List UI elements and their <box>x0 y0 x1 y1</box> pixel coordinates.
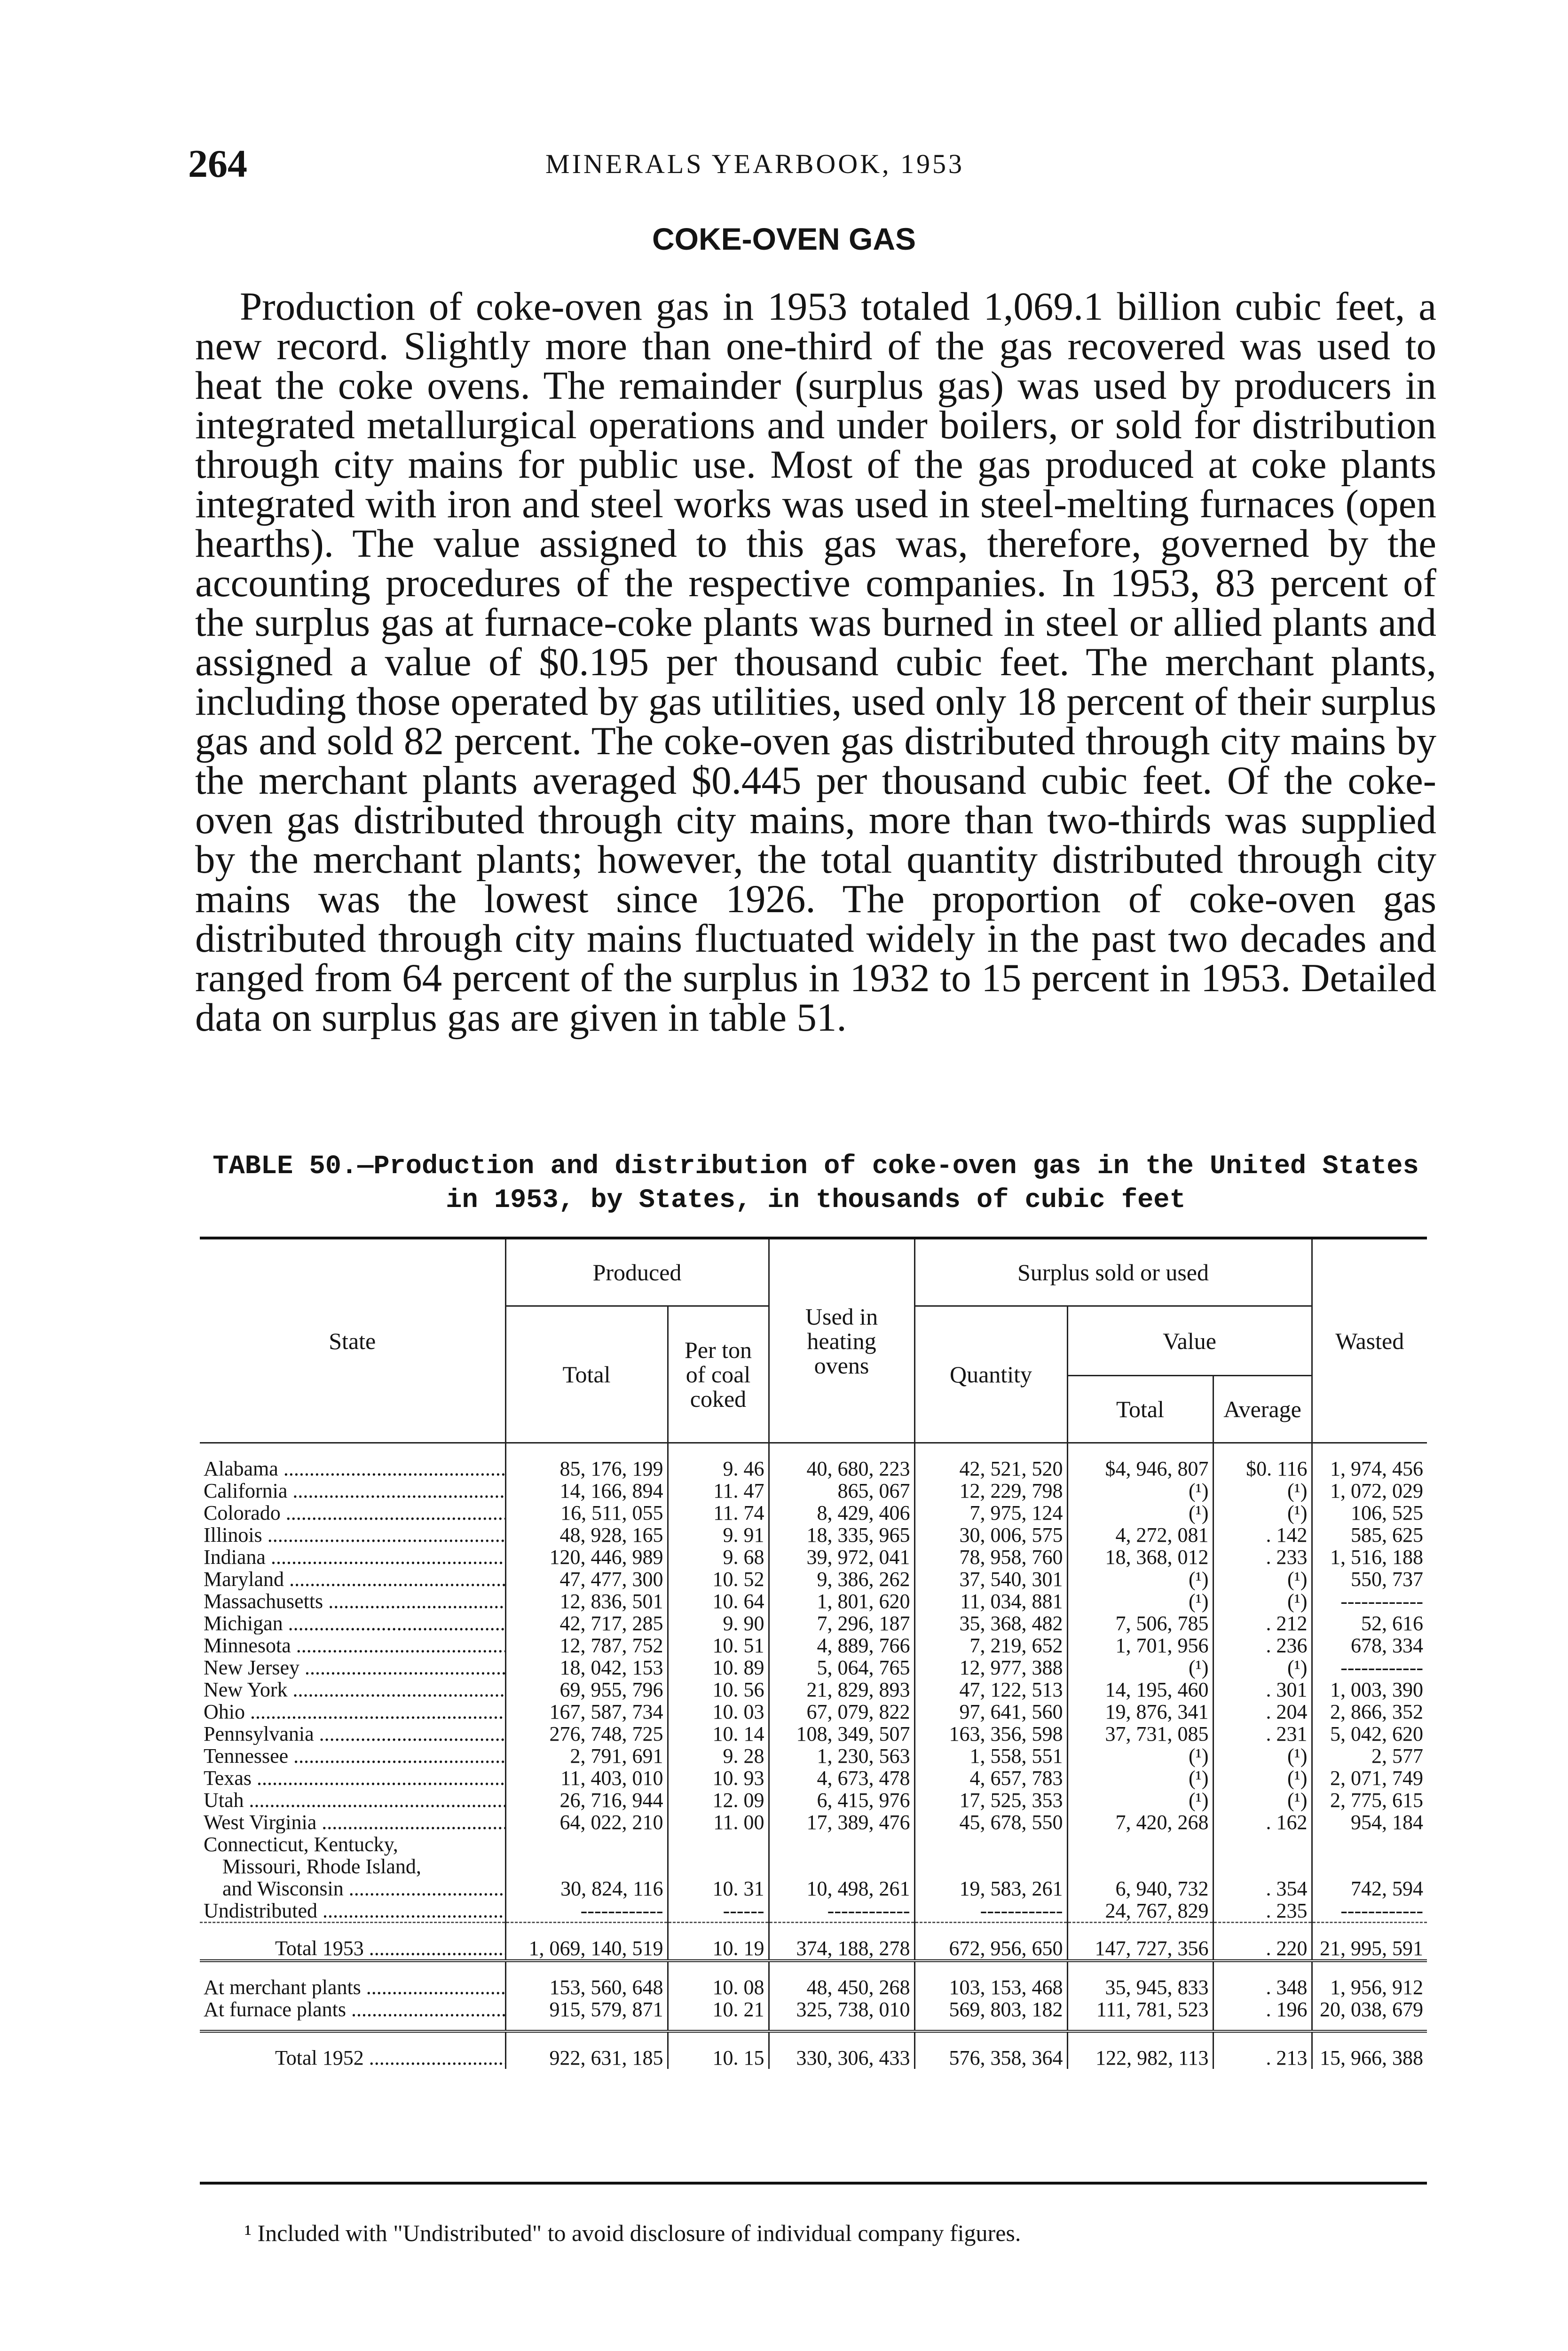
state-cell: Colorado ..... <box>200 1502 505 1524</box>
value-cell: 7, 420, 268 <box>1067 1811 1213 1833</box>
average-cell: (¹) <box>1213 1789 1312 1811</box>
heating-cell: 1, 230, 563 <box>769 1745 914 1767</box>
state-cell: Massachusetts ..... <box>200 1590 505 1612</box>
total-cell: 48, 928, 165 <box>505 1524 668 1546</box>
state-cell: Alabama ..... <box>200 1458 505 1480</box>
value-cell: (¹) <box>1067 1480 1213 1502</box>
wasted-cell: 20, 038, 679 <box>1320 1998 1424 2021</box>
value-cell: (¹) <box>1067 1657 1213 1679</box>
per-ton-cell: 9. 68 <box>668 1546 769 1568</box>
total-cell: 12, 836, 501 <box>505 1590 668 1612</box>
average-cell: $0. 116 <box>1213 1458 1312 1480</box>
average-cell: (¹) <box>1213 1767 1312 1789</box>
value-cell: (¹) <box>1067 1502 1213 1524</box>
plant-row <box>200 1998 1427 2020</box>
wasted-cell: 2, 775, 615 <box>1330 1789 1424 1812</box>
per-ton-cell: 12. 09 <box>668 1789 769 1811</box>
wasted-cell: 1, 072, 029 <box>1330 1479 1424 1502</box>
header-wasted: Wasted <box>1312 1238 1427 1443</box>
value-cell: (¹) <box>1067 1745 1213 1767</box>
value-cell: (¹) <box>1067 1789 1213 1811</box>
average-cell: . 204 <box>1213 1701 1312 1723</box>
heating-cell: 17, 389, 476 <box>769 1811 914 1833</box>
quantity-cell: 163, 356, 598 <box>914 1723 1067 1745</box>
quantity-cell: 7, 219, 652 <box>914 1634 1067 1657</box>
footnote: ¹ Included with "Undistributed" to avoid disclosure of individual company figures. <box>244 2220 1021 2246</box>
per-ton-cell: 10. 21 <box>668 1998 769 2020</box>
state-cell: West Virginia ..... <box>200 1811 505 1833</box>
state-cell: Utah ..... <box>200 1789 505 1811</box>
heating-cell: 18, 335, 965 <box>769 1524 914 1546</box>
total-cell: ------------ <box>505 1900 668 1923</box>
average-cell: . 212 <box>1213 1612 1312 1634</box>
table-caption: TABLE 50.—Production and distribution of coke-oven gas in the United States in 1953, by States, in thousands of cubic feet <box>213 1152 1419 1215</box>
heating-cell: 67, 079, 822 <box>769 1701 914 1723</box>
per-ton-cell: 9. 91 <box>668 1524 769 1546</box>
table-row <box>200 1679 1427 1701</box>
quantity-cell: ------------ <box>914 1900 1067 1923</box>
value-cell: 19, 876, 341 <box>1067 1701 1213 1723</box>
undistributed-row <box>200 1900 1427 1923</box>
table-row <box>200 1568 1427 1590</box>
table-row <box>200 1811 1427 1833</box>
value-cell: $4, 946, 807 <box>1067 1458 1213 1480</box>
table-row <box>200 1458 1427 1480</box>
group-state-line: Missouri, Rhode Island, <box>222 1855 421 1878</box>
heating-cell: 325, 738, 010 <box>769 1998 914 2020</box>
page-number: 264 <box>188 142 247 186</box>
total-cell: 1, 069, 140, 519 <box>505 1937 668 1961</box>
group-row <box>200 1833 1427 1900</box>
average-cell: (¹) <box>1213 1657 1312 1679</box>
total-cell: 30, 824, 116 <box>505 1833 668 1900</box>
quantity-cell: 37, 540, 301 <box>914 1568 1067 1590</box>
table-row <box>200 1634 1427 1657</box>
heating-cell: 8, 429, 406 <box>769 1502 914 1524</box>
state-cell: California ..... <box>200 1480 505 1502</box>
wasted-cell: 15, 966, 388 <box>1320 2046 1424 2069</box>
total-1953-row <box>200 1937 1427 1961</box>
total-cell: 18, 042, 153 <box>505 1657 668 1679</box>
quantity-cell: 4, 657, 783 <box>914 1767 1067 1789</box>
body-paragraph: Production of coke-oven gas in 1953 totaled 1,069.1 billion cubic feet, a new record. Slightly more than one-third of the gas recovered was used to heat the coke ovens. The remainder (surplus gas) was used by producers in integrated metallurgical operations and under boilers, or sold for distribution through city mains for public use. Most of the gas produced at coke plants integrated with iron and steel works was used in steel-melting furnaces (open hearths). The value assigned to this gas was, therefore, governed by the accounting procedures of the respective companies. In 1953, 83 percent of the surplus gas at furnace-coke plants was burned in steel or allied plants and assigned a value of $0.195 per thousand cubic feet. The merchant plants, including those operated by gas utilities, used only 18 percent of their surplus gas and sold 82 percent. The coke-oven gas distributed through city mains by the merchant plants averaged $0.445 per thousand cubic feet. Of the coke-oven gas distributed through city mains, more than two-thirds was supplied by the merchant plants; however, the total quantity distributed through city mains was the lowest since 1926. The proportion of coke-oven gas distributed through city mains fluctuated widely in the past two decades and ranged from 64 percent of the surplus in 1932 to 15 percent in 1953. Detailed data on surplus gas are given in table 51. <box>195 284 1436 1040</box>
quantity-cell: 30, 006, 575 <box>914 1524 1067 1546</box>
header-per-ton: Per ton of coal coked <box>668 1306 769 1443</box>
quantity-cell: 103, 153, 468 <box>914 1976 1067 1998</box>
total-cell: 120, 446, 989 <box>505 1546 668 1568</box>
gas-production-table <box>200 1237 1427 2069</box>
wasted-cell: ------------ <box>1340 1656 1424 1679</box>
heating-cell: 48, 450, 268 <box>769 1976 914 1998</box>
per-ton-cell: 9. 28 <box>668 1745 769 1767</box>
wasted-cell: ------------ <box>1312 1900 1427 1923</box>
header-value: Value <box>1067 1306 1312 1376</box>
heating-cell: 374, 188, 278 <box>769 1937 914 1961</box>
running-head: MINERALS YEARBOOK, 1953 <box>545 149 965 179</box>
heating-cell: 6, 415, 976 <box>769 1789 914 1811</box>
quantity-cell: 42, 521, 520 <box>914 1458 1067 1480</box>
table-row <box>200 1767 1427 1789</box>
total-cell: 69, 955, 796 <box>505 1679 668 1701</box>
total-cell: 2, 791, 691 <box>505 1745 668 1767</box>
heating-cell: 330, 306, 433 <box>769 2047 914 2069</box>
wasted-cell: 1, 956, 912 <box>1330 1976 1424 1999</box>
state-cell: Maryland ..... <box>200 1568 505 1590</box>
per-ton-cell: 10. 89 <box>668 1657 769 1679</box>
average-cell: . 231 <box>1213 1723 1312 1745</box>
total-cell: 26, 716, 944 <box>505 1789 668 1811</box>
group-state-line: Connecticut, Kentucky, <box>204 1833 398 1856</box>
state-cell: Texas ..... <box>200 1767 505 1789</box>
value-cell: (¹) <box>1067 1568 1213 1590</box>
quantity-cell: 576, 358, 364 <box>914 2047 1067 2069</box>
quantity-cell: 1, 558, 551 <box>914 1745 1067 1767</box>
state-cell: Michigan ..... <box>200 1612 505 1634</box>
quantity-cell: 12, 229, 798 <box>914 1480 1067 1502</box>
header-total: Total <box>505 1306 668 1443</box>
total-cell: 42, 717, 285 <box>505 1612 668 1634</box>
total-cell: 16, 511, 055 <box>505 1502 668 1524</box>
per-ton-cell: 10. 93 <box>668 1767 769 1789</box>
total-cell: 85, 176, 199 <box>505 1458 668 1480</box>
table-row <box>200 1701 1427 1723</box>
heating-cell: 4, 673, 478 <box>769 1767 914 1789</box>
average-cell: . 348 <box>1213 1976 1312 1998</box>
quantity-cell: 17, 525, 353 <box>914 1789 1067 1811</box>
state-cell: Tennessee ..... <box>200 1745 505 1767</box>
table-row <box>200 1789 1427 1811</box>
average-cell: . 233 <box>1213 1546 1312 1568</box>
average-cell: . 354 <box>1213 1833 1312 1900</box>
average-cell: (¹) <box>1213 1480 1312 1502</box>
quantity-cell: 19, 583, 261 <box>914 1833 1067 1900</box>
per-ton-cell: 9. 90 <box>668 1612 769 1634</box>
heating-cell: 21, 829, 893 <box>769 1679 914 1701</box>
quantity-cell: 35, 368, 482 <box>914 1612 1067 1634</box>
total-cell: 11, 403, 010 <box>505 1767 668 1789</box>
state-cell: Illinois ..... <box>200 1524 505 1546</box>
value-cell: 7, 506, 785 <box>1067 1612 1213 1634</box>
heating-cell: ------------ <box>769 1900 914 1923</box>
value-cell: 122, 982, 113 <box>1067 2047 1213 2069</box>
average-cell: . 162 <box>1213 1811 1312 1833</box>
state-cell: Undistributed ..... <box>200 1900 505 1923</box>
per-ton-cell: 10. 56 <box>668 1679 769 1701</box>
value-cell: 4, 272, 081 <box>1067 1524 1213 1546</box>
table-bottom-rule <box>200 2182 1427 2185</box>
table-row <box>200 1524 1427 1546</box>
wasted-cell: 550, 737 <box>1351 1568 1424 1591</box>
header-heating: Used in heating ovens <box>769 1238 914 1443</box>
wasted-cell: ------------ <box>1340 1590 1424 1613</box>
table-row <box>200 1590 1427 1612</box>
heating-cell: 10, 498, 261 <box>769 1833 914 1900</box>
wasted-cell: 5, 042, 620 <box>1330 1722 1424 1745</box>
heating-cell: 108, 349, 507 <box>769 1723 914 1745</box>
state-cell: Total 1952 ..... <box>200 2047 505 2069</box>
total-cell: 915, 579, 871 <box>505 1998 668 2020</box>
header-state: State <box>200 1238 505 1443</box>
wasted-cell: 52, 616 <box>1361 1612 1424 1635</box>
wasted-cell: 1, 003, 390 <box>1330 1678 1424 1701</box>
average-cell: . 142 <box>1213 1524 1312 1546</box>
header-produced: Produced <box>505 1238 769 1306</box>
per-ton-cell: 10. 14 <box>668 1723 769 1745</box>
state-cell: Total 1953 ..... <box>200 1937 505 1961</box>
wasted-cell: 585, 625 <box>1351 1523 1424 1546</box>
per-ton-cell: 10. 19 <box>668 1937 769 1961</box>
table-row <box>200 1480 1427 1502</box>
quantity-cell: 569, 803, 182 <box>914 1998 1067 2020</box>
per-ton-cell: 10. 31 <box>668 1833 769 1900</box>
heating-cell: 865, 067 <box>769 1480 914 1502</box>
average-cell: . 235 <box>1213 1900 1312 1923</box>
per-ton-cell: 10. 08 <box>668 1976 769 1998</box>
table-row <box>200 1723 1427 1745</box>
per-ton-cell: 10. 51 <box>668 1634 769 1657</box>
table-row <box>200 1546 1427 1568</box>
quantity-cell: 78, 958, 760 <box>914 1546 1067 1568</box>
wasted-cell: 678, 334 <box>1351 1634 1424 1657</box>
average-cell: (¹) <box>1213 1502 1312 1524</box>
per-ton-cell: 10. 03 <box>668 1701 769 1723</box>
plant-row <box>200 1976 1427 1998</box>
per-ton-cell: 11. 74 <box>668 1502 769 1524</box>
state-cell: At merchant plants ..... <box>200 1976 505 1998</box>
header-average: Average <box>1213 1376 1312 1443</box>
state-cell: New York ..... <box>200 1679 505 1701</box>
total-1952-row <box>200 2047 1427 2069</box>
heating-cell: 1, 801, 620 <box>769 1590 914 1612</box>
average-cell: . 213 <box>1213 2047 1312 2069</box>
average-cell: . 196 <box>1213 1998 1312 2020</box>
total-cell: 47, 477, 300 <box>505 1568 668 1590</box>
heating-cell: 5, 064, 765 <box>769 1657 914 1679</box>
state-cell: Ohio ..... <box>200 1701 505 1723</box>
average-cell: . 301 <box>1213 1679 1312 1701</box>
header-surplus: Surplus sold or used <box>914 1238 1312 1306</box>
total-cell: 153, 560, 648 <box>505 1976 668 1998</box>
total-cell: 276, 748, 725 <box>505 1723 668 1745</box>
group-state-line: and Wisconsin ..... <box>204 1878 501 1900</box>
per-ton-cell: 9. 46 <box>668 1458 769 1480</box>
wasted-cell: 21, 995, 591 <box>1312 1937 1427 1961</box>
total-cell: 167, 587, 734 <box>505 1701 668 1723</box>
table-row <box>200 1745 1427 1767</box>
quantity-cell: 12, 977, 388 <box>914 1657 1067 1679</box>
state-cell: Pennsylvania ..... <box>200 1723 505 1745</box>
per-ton-cell: 11. 47 <box>668 1480 769 1502</box>
quantity-cell: 45, 678, 550 <box>914 1811 1067 1833</box>
value-cell: 18, 368, 012 <box>1067 1546 1213 1568</box>
wasted-cell: 2, 866, 352 <box>1330 1700 1424 1723</box>
quantity-cell: 11, 034, 881 <box>914 1590 1067 1612</box>
value-cell: 37, 731, 085 <box>1067 1723 1213 1745</box>
total-cell: 922, 631, 185 <box>505 2047 668 2069</box>
heating-cell: 39, 972, 041 <box>769 1546 914 1568</box>
state-cell <box>200 1833 505 1900</box>
state-cell: Indiana ..... <box>200 1546 505 1568</box>
quantity-cell: 97, 641, 560 <box>914 1701 1067 1723</box>
per-ton-cell: 10. 64 <box>668 1590 769 1612</box>
wasted-cell: 1, 974, 456 <box>1330 1457 1424 1480</box>
value-cell: 1, 701, 956 <box>1067 1634 1213 1657</box>
value-cell: 35, 945, 833 <box>1067 1976 1213 1998</box>
per-ton-cell: ------ <box>668 1900 769 1923</box>
wasted-cell: 742, 594 <box>1351 1877 1424 1900</box>
heating-cell: 9, 386, 262 <box>769 1568 914 1590</box>
heating-cell: 40, 680, 223 <box>769 1458 914 1480</box>
per-ton-cell: 11. 00 <box>668 1811 769 1833</box>
header-value-total: Total <box>1067 1376 1213 1443</box>
average-cell: (¹) <box>1213 1568 1312 1590</box>
header-quantity: Quantity <box>914 1306 1067 1443</box>
heating-cell: 4, 889, 766 <box>769 1634 914 1657</box>
table-row <box>200 1502 1427 1524</box>
value-cell: 14, 195, 460 <box>1067 1679 1213 1701</box>
quantity-cell: 7, 975, 124 <box>914 1502 1067 1524</box>
table-body <box>200 1443 1427 2069</box>
value-cell: 111, 781, 523 <box>1067 1998 1213 2020</box>
section-title: COKE-OVEN GAS <box>652 221 916 256</box>
value-cell: 24, 767, 829 <box>1067 1900 1213 1923</box>
value-cell: 6, 940, 732 <box>1067 1833 1213 1900</box>
quantity-cell: 47, 122, 513 <box>914 1679 1067 1701</box>
table-row <box>200 1657 1427 1679</box>
heating-cell: 7, 296, 187 <box>769 1612 914 1634</box>
state-cell: New Jersey ..... <box>200 1657 505 1679</box>
value-cell: (¹) <box>1067 1767 1213 1789</box>
wasted-cell: 106, 525 <box>1351 1501 1424 1524</box>
average-cell: (¹) <box>1213 1745 1312 1767</box>
total-cell: 12, 787, 752 <box>505 1634 668 1657</box>
table-row <box>200 1612 1427 1634</box>
wasted-cell: 2, 577 <box>1371 1744 1424 1767</box>
state-cell: Minnesota ..... <box>200 1634 505 1657</box>
total-cell: 14, 166, 894 <box>505 1480 668 1502</box>
wasted-cell: 954, 184 <box>1351 1811 1424 1834</box>
value-cell: (¹) <box>1067 1590 1213 1612</box>
wasted-cell: 1, 516, 188 <box>1330 1546 1424 1569</box>
per-ton-cell: 10. 15 <box>668 2047 769 2069</box>
state-cell: At furnace plants ..... <box>200 1998 505 2020</box>
quantity-cell: 672, 956, 650 <box>914 1937 1067 1961</box>
wasted-cell: 2, 071, 749 <box>1330 1767 1424 1790</box>
per-ton-cell: 10. 52 <box>668 1568 769 1590</box>
average-cell: . 236 <box>1213 1634 1312 1657</box>
average-cell: . 220 <box>1213 1937 1312 1961</box>
value-cell: 147, 727, 356 <box>1067 1937 1213 1961</box>
average-cell: (¹) <box>1213 1590 1312 1612</box>
total-cell: 64, 022, 210 <box>505 1811 668 1833</box>
